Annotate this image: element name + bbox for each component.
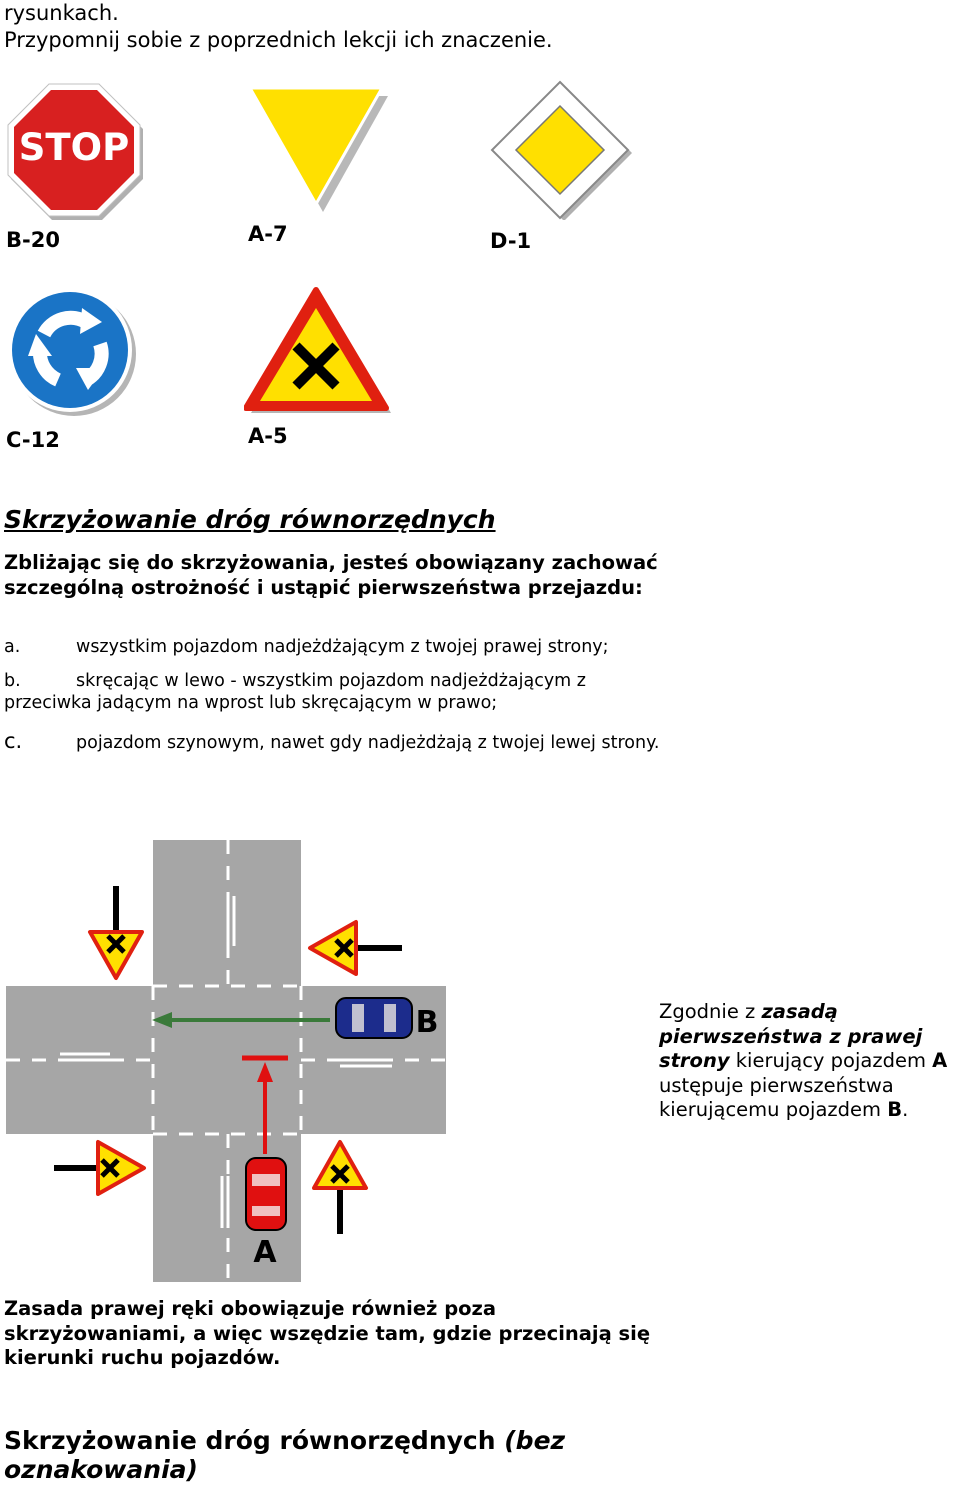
diagram-explanation	[659, 1000, 959, 1123]
list-item-a	[4, 636, 664, 658]
bottom-heading	[4, 1426, 624, 1484]
crossroads-sign-bottom-left	[54, 1142, 144, 1194]
explanation-text-1: Zgodnie z	[659, 1000, 762, 1023]
list-text: pojazdom szynowym, nawet gdy nadjeżdżają z twojej lewej strony.	[76, 733, 660, 753]
stop-sign-icon	[4, 80, 144, 220]
stop-sign-text: STOP	[18, 126, 130, 169]
crossroads-sign-bottom-right	[314, 1142, 366, 1234]
bottom-heading-main: Skrzyżowanie dróg równorzędnych	[4, 1426, 505, 1455]
vehicle-b-label: B	[415, 1005, 439, 1040]
intersection-diagram	[0, 836, 460, 1288]
explanation-vehicle-a: A	[932, 1049, 948, 1072]
sign-code-b20: B-20	[6, 228, 60, 252]
crossroads-sign-top-right	[310, 922, 402, 974]
sign-code-d1: D-1	[490, 229, 532, 253]
list-item-b	[4, 670, 664, 714]
explanation-vehicle-b: B	[887, 1098, 903, 1121]
vehicle-a-label: A	[253, 1235, 277, 1270]
intro-line-1: rysunkach.	[4, 1, 119, 25]
crossroads-sign-top-left	[90, 886, 142, 978]
sign-code-a7: A-7	[248, 222, 288, 246]
list-text: wszystkim pojazdom nadjeżdżającym z twojej prawej strony;	[76, 637, 609, 657]
intro-line-2: Przypomnij sobie z poprzednich lekcji ich znaczenie.	[4, 28, 553, 52]
right-hand-rule-note: Zasada prawej ręki obowiązuje również poza skrzyżowaniami, a więc wszędzie tam, gdzie przecinają się kierunki ruchu pojazdów.	[4, 1297, 651, 1369]
sign-code-a5: A-5	[248, 424, 288, 448]
section-title: Skrzyżowanie dróg równorzędnych	[4, 505, 496, 534]
priority-road-sign-icon	[490, 80, 638, 220]
roundabout-sign-icon	[6, 286, 140, 420]
explanation-text-2: kierujący pojazdem	[729, 1049, 933, 1072]
list-marker: a.	[4, 637, 21, 657]
vehicle-a-car	[246, 1158, 286, 1230]
list-text: skręcając w lewo - wszystkim pojazdom nadjeżdżającym z przeciwka jadącym na wprost lub skręcającym w prawo;	[4, 671, 586, 713]
bottom-heading-italic: (bez oznakowania)	[4, 1426, 566, 1484]
list-marker: c.	[4, 729, 23, 753]
section-rule: Zbliżając się do skrzyżowania, jesteś obowiązany zachować szczególną ostrożność i ustąpić pierwszeństwa przejazdu:	[4, 551, 658, 599]
list-item-c	[4, 730, 664, 754]
explanation-rule-name: zasadą pierwszeństwa z prawej strony	[659, 1000, 923, 1072]
yield-sign-icon	[246, 84, 392, 214]
list-marker: b.	[4, 671, 21, 691]
crossroads-warning-sign-icon	[244, 284, 394, 418]
explanation-text-4: .	[902, 1098, 909, 1121]
sign-code-c12: C-12	[6, 428, 60, 452]
vehicle-b-car	[336, 998, 412, 1038]
explanation-text-3: ustępuje pierwszeństwa kierującemu pojazdem	[659, 1073, 894, 1121]
